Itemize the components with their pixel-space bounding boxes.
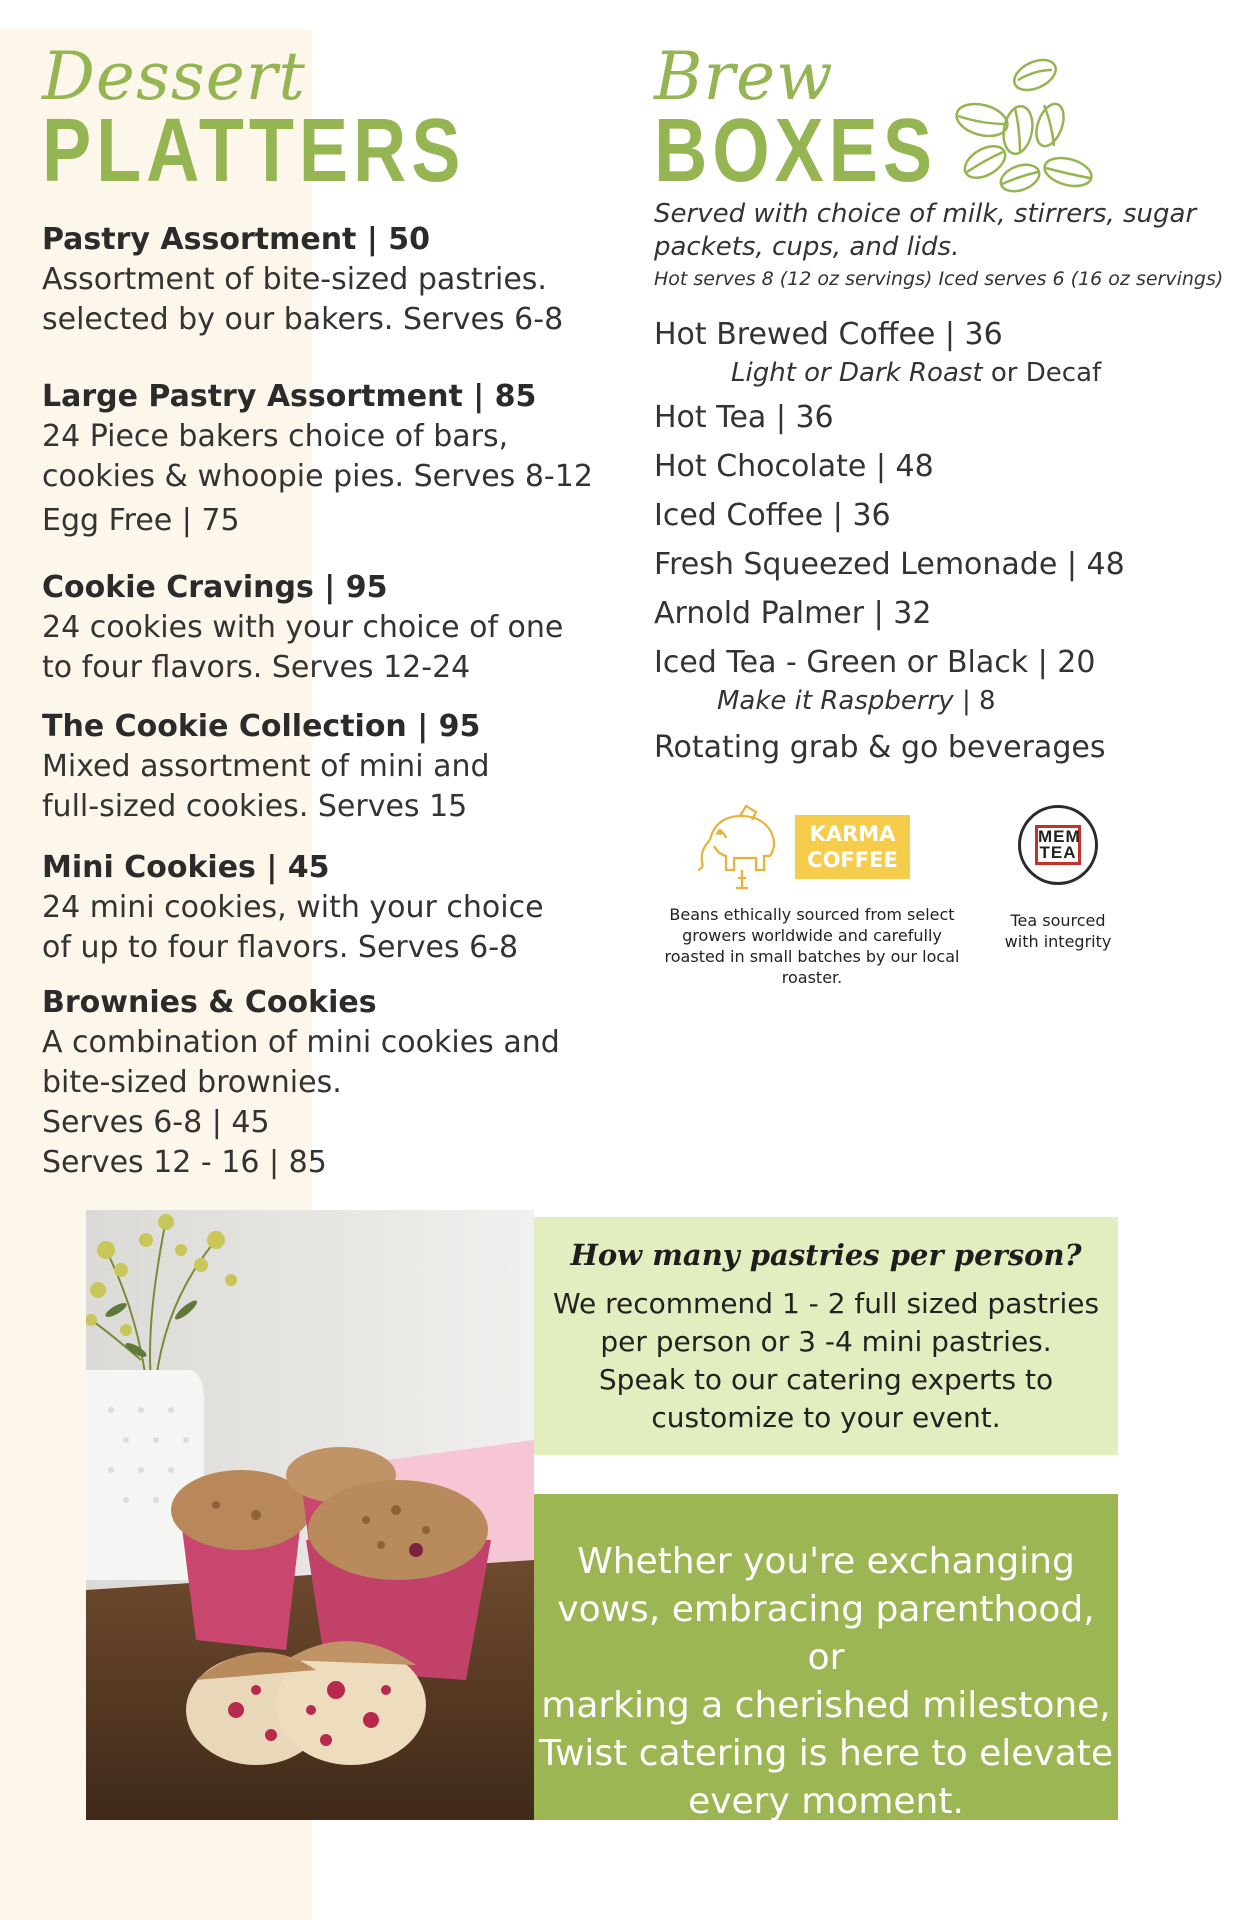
recommendation-text: We recommend 1 - 2 full sized pastries per person or 3 -4 mini pastries. Speak to our catering experts to customize to your event. — [552, 1287, 1100, 1434]
item-desc: full-sized cookies. Serves 15 — [42, 789, 468, 824]
item-desc: of up to four flavors. Serves 6-8 — [42, 930, 519, 965]
menu-item-cookie-cravings — [42, 568, 602, 688]
muffins-illustration — [86, 1210, 534, 1820]
roast-rest: or Decaf — [982, 358, 1102, 388]
brew-list — [654, 310, 1214, 772]
karma-line2: COFFEE — [807, 848, 898, 872]
item-name: The Cookie Collection | 95 — [42, 709, 481, 744]
muffins-photo — [86, 1210, 534, 1820]
brew-item-hot-coffee: Hot Brewed Coffee | 36 — [654, 317, 1003, 352]
memtea-caption: Tea sourced with integrity — [1004, 911, 1112, 951]
recommendation-title: How many pastries per person? — [570, 1238, 1082, 1272]
roast-italic: Light or Dark Roast — [731, 358, 983, 388]
menu-item-brownies-cookies — [42, 983, 602, 1183]
brew-item-roast-options — [654, 355, 1214, 391]
item-name: Mini Cookies | 45 — [42, 850, 330, 885]
item-desc: 24 mini cookies, with your choice — [42, 890, 544, 925]
brew-item-iced-tea: Iced Tea - Green or Black | 20 — [654, 645, 1096, 680]
brew-item-raspberry — [654, 683, 1214, 719]
brew-script-title: Brew — [654, 38, 834, 115]
item-desc: Assortment of bite-sized pastries. — [42, 262, 547, 297]
coffee-beans-icon — [940, 50, 1100, 205]
karma-coffee-logo — [795, 815, 910, 879]
item-name: Pastry Assortment | 50 — [42, 222, 430, 257]
tagline-box — [534, 1494, 1118, 1820]
brew-item-lemonade: Fresh Squeezed Lemonade | 48 — [654, 547, 1125, 582]
item-name: Cookie Cravings | 95 — [42, 570, 388, 605]
item-desc: cookies & whoopie pies. Serves 8-12 — [42, 459, 593, 494]
menu-item-mini-cookies — [42, 848, 602, 968]
karma-caption: Beans ethically sourced from select growers worldwide and carefully roasted in small batches by our local roaster. — [664, 905, 960, 987]
item-desc: 24 cookies with your choice of one — [42, 610, 564, 645]
brew-item-hot-tea: Hot Tea | 36 — [654, 400, 834, 435]
raspberry-rest: | 8 — [953, 686, 996, 716]
item-desc: 24 Piece bakers choice of bars, — [42, 419, 509, 454]
item-desc: bite-sized brownies. — [42, 1065, 342, 1100]
item-desc: Serves 12 - 16 | 85 — [42, 1145, 327, 1180]
recommendation-box — [534, 1217, 1118, 1455]
menu-item-large-pastry-assortment — [42, 377, 602, 541]
memtea-logo — [1018, 805, 1098, 885]
dessert-script-title: Dessert — [42, 38, 306, 115]
platters-block-title: PLATTERS — [42, 101, 466, 201]
elephant-logo-icon — [690, 800, 790, 896]
memtea-line1: MEM — [1038, 827, 1081, 846]
brew-item-hot-chocolate: Hot Chocolate | 48 — [654, 449, 934, 484]
item-desc: selected by our bakers. Serves 6-8 — [42, 302, 564, 337]
item-desc: Serves 6-8 | 45 — [42, 1105, 270, 1140]
menu-item-pastry-assortment — [42, 220, 602, 340]
tagline-text: Whether you're exchanging vows, embracing parenthood, or marking a cherished milestone, Twist catering is here to elevate every moment. — [538, 1541, 1114, 1822]
item-desc: A combination of mini cookies and — [42, 1025, 560, 1060]
item-name: Large Pastry Assortment | 85 — [42, 379, 537, 414]
brew-item-arnold-palmer: Arnold Palmer | 32 — [654, 596, 932, 631]
item-name: Brownies & Cookies — [42, 985, 377, 1020]
brew-item-rotating: Rotating grab & go beverages — [654, 730, 1106, 765]
item-desc: to four flavors. Serves 12-24 — [42, 650, 471, 685]
boxes-block-title: BOXES — [654, 101, 937, 201]
item-desc: Mixed assortment of mini and — [42, 749, 490, 784]
served-with-note: Served with choice of milk, stirrers, sugar packets, cups, and lids. — [654, 199, 1197, 262]
memtea-box — [1035, 825, 1081, 865]
servings-note: Hot serves 8 (12 oz servings) Iced serves 6 (16 oz servings) — [654, 268, 1224, 290]
memtea-line2: TEA — [1039, 843, 1077, 862]
menu-item-cookie-collection — [42, 707, 602, 827]
karma-line1: KARMA — [809, 822, 896, 846]
brew-item-iced-coffee: Iced Coffee | 36 — [654, 498, 891, 533]
raspberry-italic: Make it Raspberry — [717, 686, 954, 716]
item-desc: Egg Free | 75 — [42, 503, 240, 538]
